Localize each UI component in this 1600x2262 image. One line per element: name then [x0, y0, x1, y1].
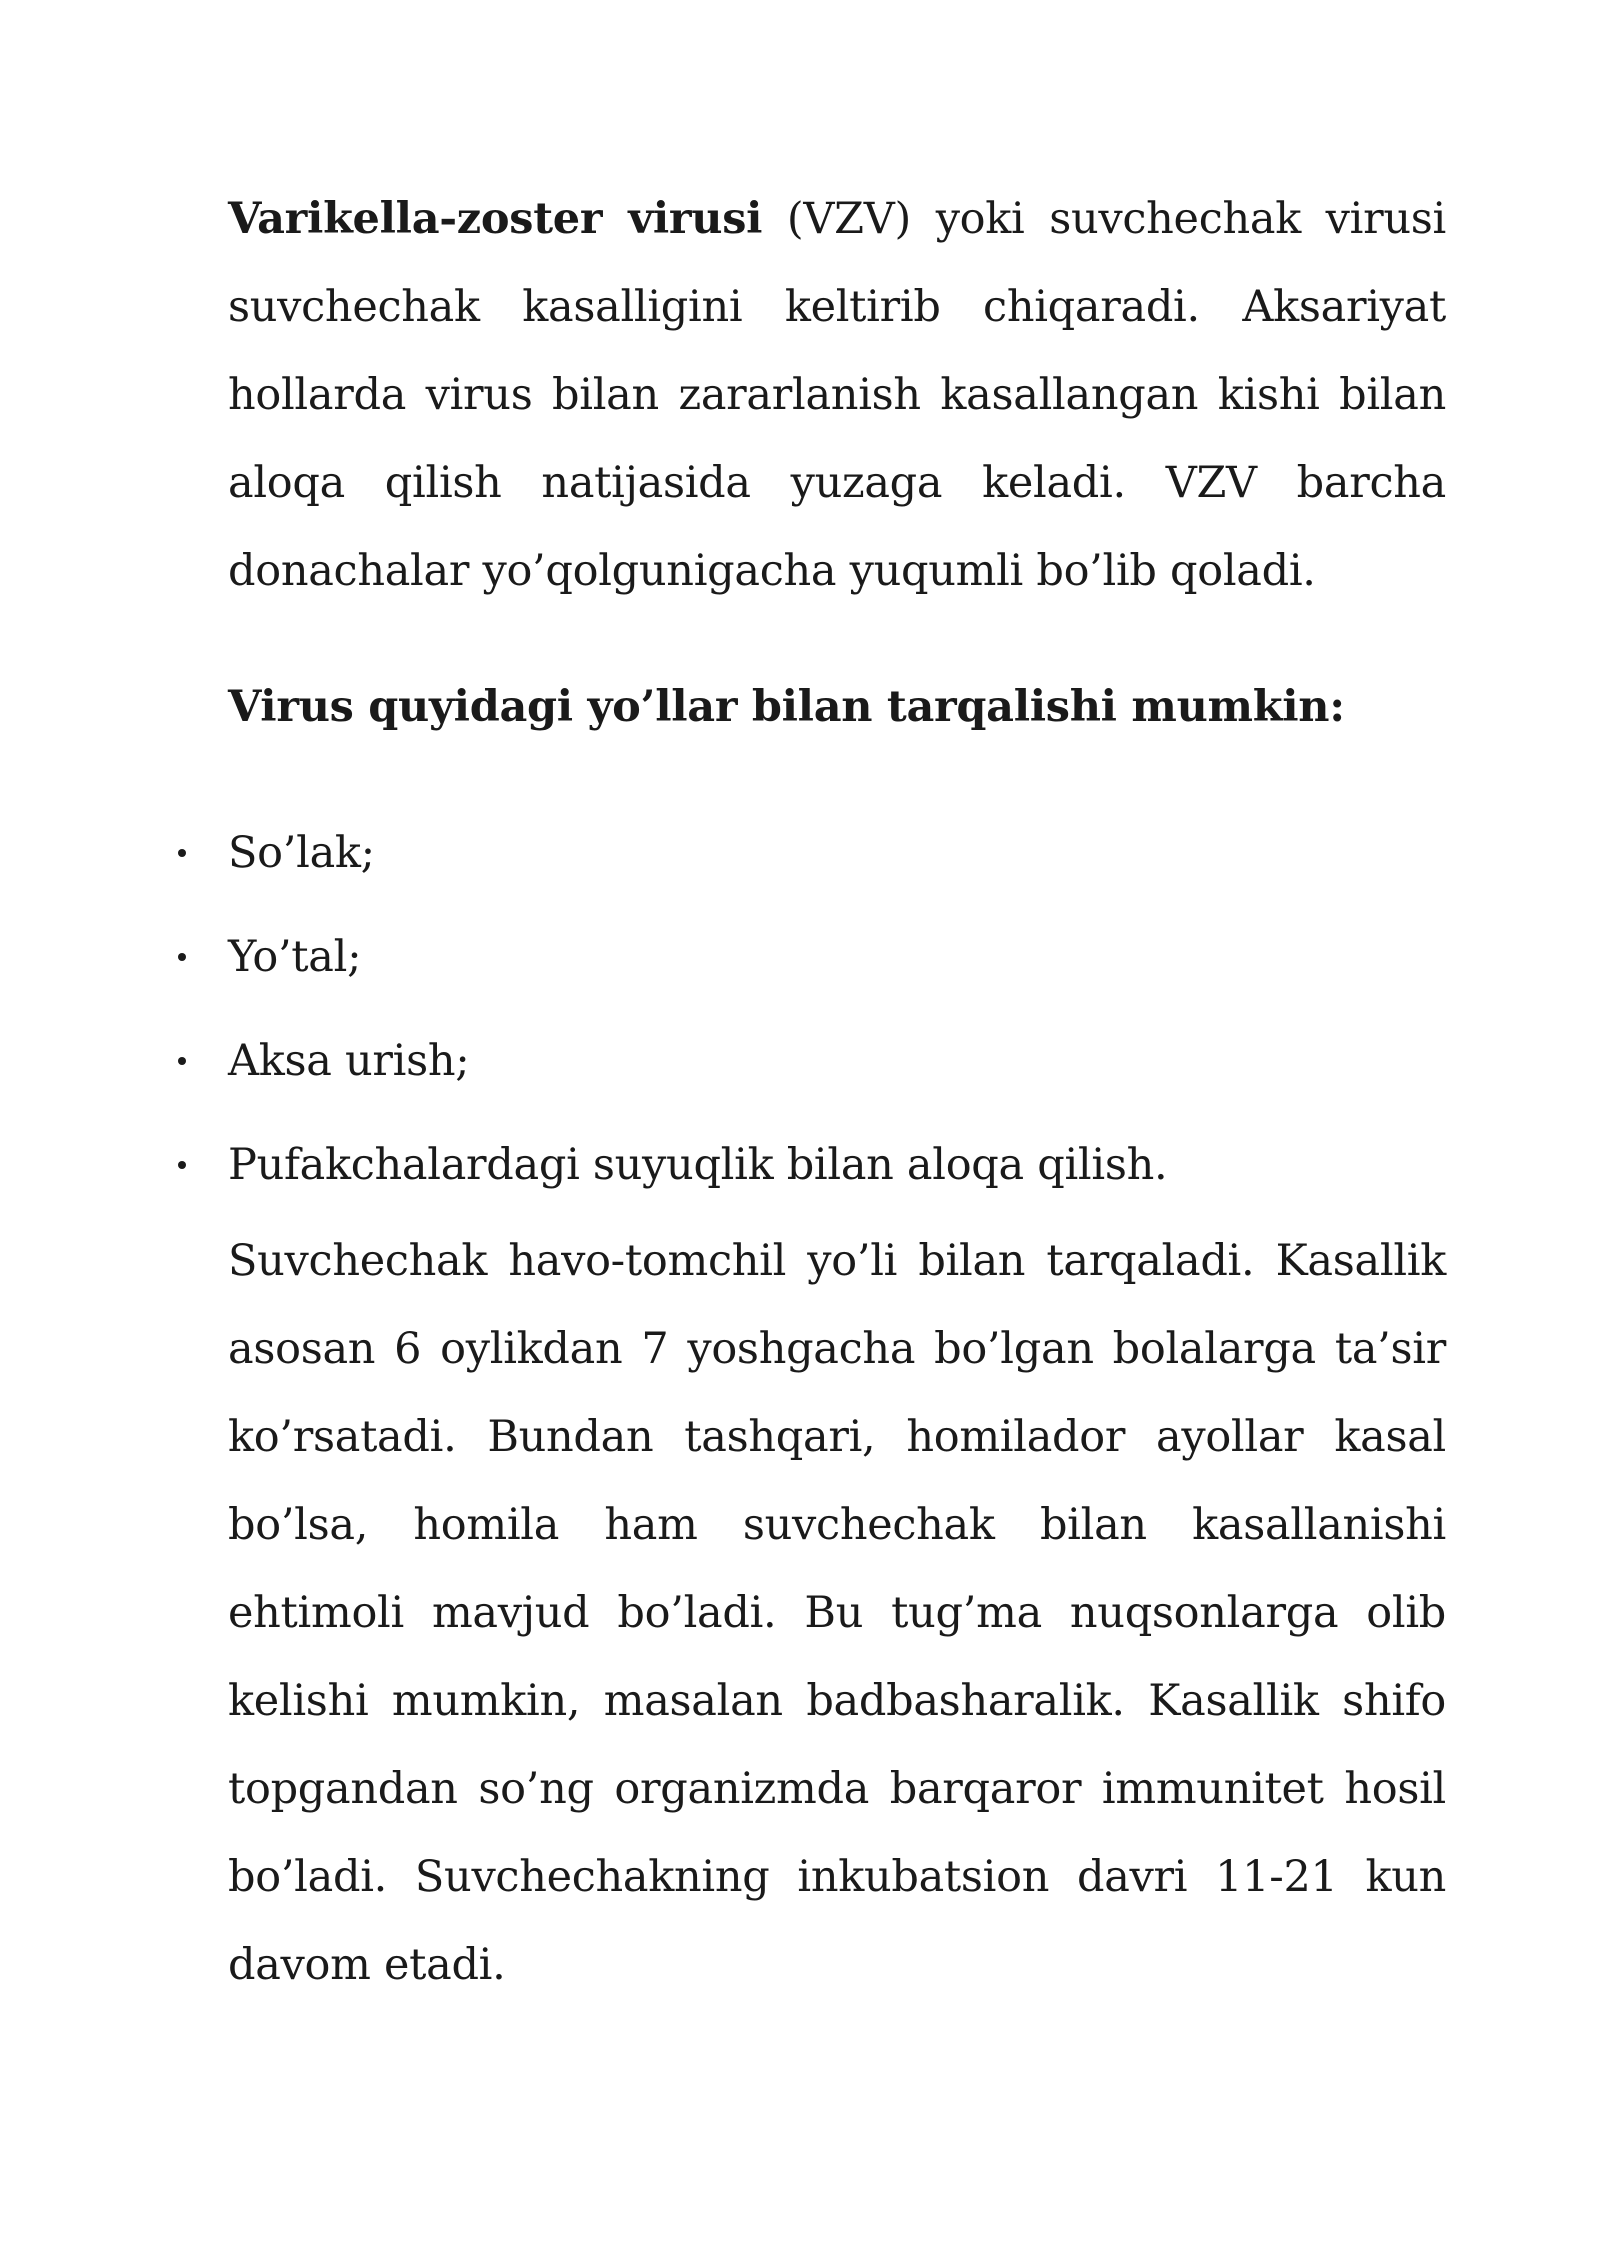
intro-paragraph-text: (VZV) yoki suvchechak virusi suvchechak kasalligini keltirib chiqaradi. Aksariyat hollarda virus bilan zararlanish kasallangan kishi bilan aloqa qilish natijasida yuzaga keladi. VZV barcha donachalar yo’qolgunigacha yuqumli bo’lib qoladi.	[228, 194, 1446, 596]
section-heading: Virus quyidagi yo’llar bilan tarqalishi mumkin:	[228, 682, 1345, 732]
list-item	[228, 1009, 1446, 1113]
transmission-list	[228, 801, 1446, 1217]
list-item-text: Yo’tal;	[228, 932, 362, 982]
list-item-text: Pufakchalardagi suyuqlik bilan aloqa qilish.	[228, 1140, 1168, 1190]
bullet-icon	[178, 953, 186, 961]
body-paragraph: Suvchechak havo-tomchil yo’li bilan tarqaladi. Kasallik asosan 6 oylikdan 7 yoshgacha bo’lgan bolalarga ta’sir ko’rsatadi. Bundan tashqari, homilador ayollar kasal bo’lsa, homila ham suvchechak bilan kasallanishi ehtimoli mavjud bo’ladi. Bu tug’ma nuqsonlarga olib kelishi mumkin, masalan badbasharalik. Kasallik shifo topgandan so’ng organizmda barqaror immunitet hosil bo’ladi. Suvchechakning inkubatsion davri 11-21 kun davom etadi.	[228, 1236, 1446, 1990]
list-item	[228, 801, 1446, 905]
bullet-icon	[178, 1161, 186, 1169]
document-content	[228, 175, 1446, 2009]
list-item	[228, 905, 1446, 1009]
list-item-text: Aksa urish;	[228, 1036, 470, 1086]
list-item-text: So’lak;	[228, 828, 375, 878]
intro-paragraph	[228, 175, 1446, 615]
bullet-icon	[178, 849, 186, 857]
bullet-icon	[178, 1057, 186, 1065]
list-item	[228, 1113, 1446, 1217]
intro-bold-term: Varikella-zoster virusi	[228, 194, 763, 244]
